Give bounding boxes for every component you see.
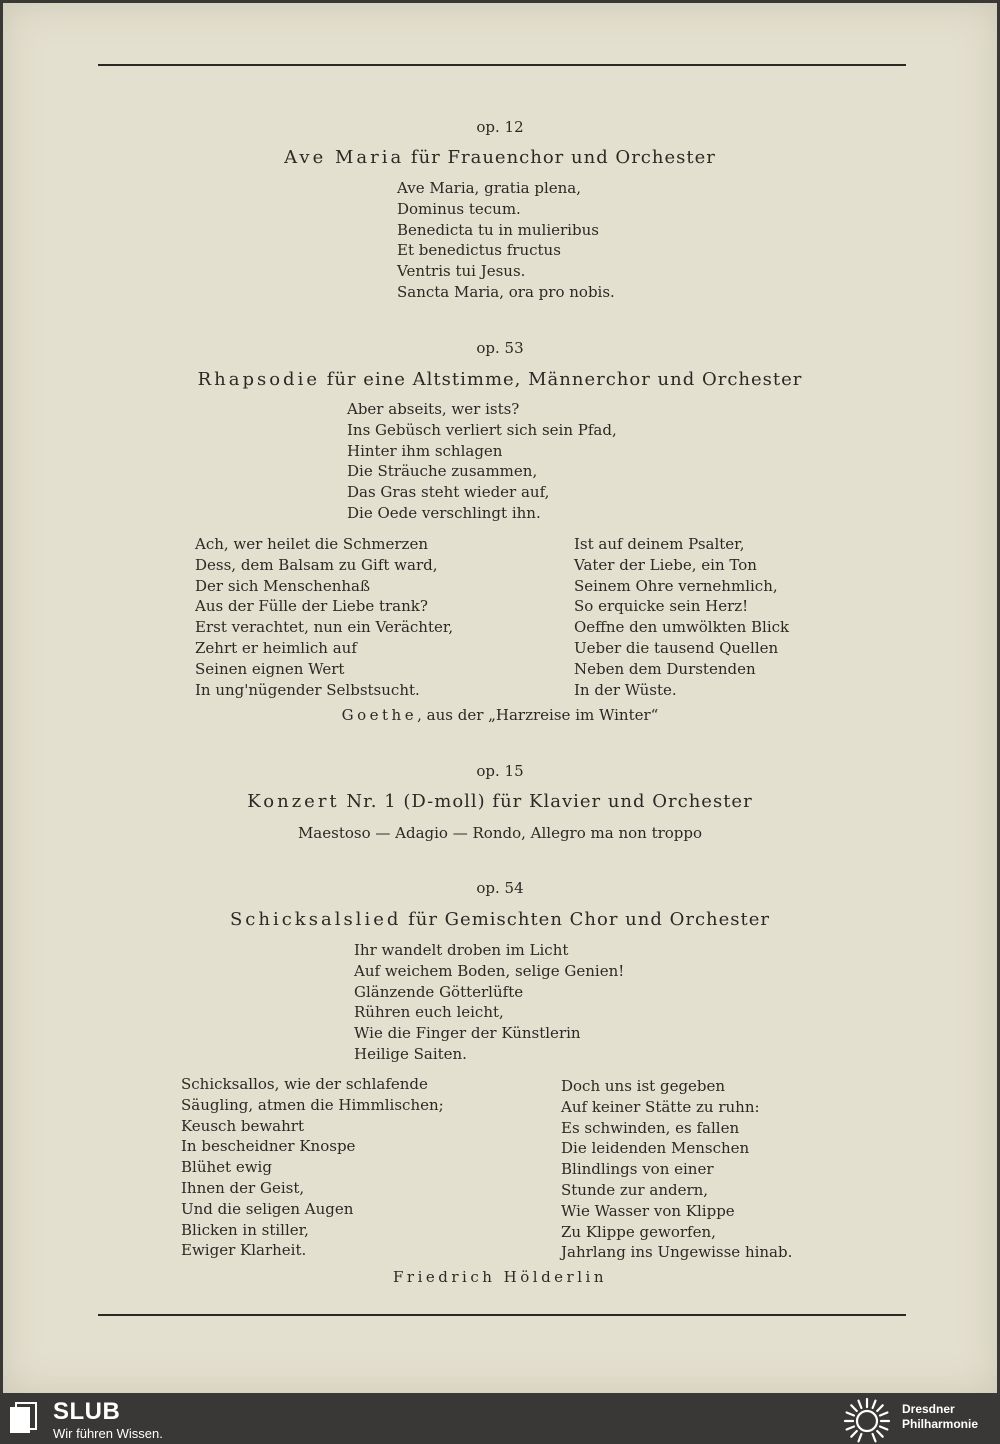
verse-column-left — [195, 534, 453, 700]
verse-line: Ventris tui Jesus. — [397, 262, 526, 281]
verse-line: In der Wüste. — [574, 680, 677, 699]
verse-block — [347, 399, 617, 524]
verse-line: Vater der Liebe, ein Ton — [574, 555, 757, 574]
verse-line: Blühet ewig — [181, 1158, 272, 1177]
verse-column-right — [574, 534, 789, 700]
philharmonie-name: Dresdner Philharmonie — [902, 1402, 979, 1431]
verse-line: Die Sträuche zusammen, — [347, 462, 538, 481]
verse-line: Heilige Saiten. — [354, 1044, 467, 1063]
verse-line: Wie die Finger der Künstlerin — [354, 1024, 581, 1043]
work-title: Schicksalslied für Gemischten Chor und Orchester — [229, 909, 771, 930]
verse-line: Die leidenden Menschen — [561, 1139, 750, 1158]
verse-line: Ihr wandelt droben im Licht — [354, 941, 569, 959]
verse-line: Das Gras steht wieder auf, — [347, 483, 550, 502]
verse-line: Keusch bewahrt — [181, 1116, 304, 1135]
opus-number: op. 12 — [476, 118, 524, 136]
footer-bar — [0, 1393, 1000, 1444]
top-rule — [98, 64, 906, 66]
verse-block — [354, 940, 624, 1065]
verse-line: In ung'nügender Selbstsucht. — [195, 680, 420, 699]
verse-line: Ist auf deinem Psalter, — [574, 535, 745, 553]
verse-line: Jahrlang ins Ungewisse hinab. — [561, 1243, 793, 1262]
verse-line: Hinter ihm schlagen — [347, 441, 503, 460]
verse-line: Die Oede verschlingt ihn. — [347, 503, 541, 522]
verse-line: Ewiger Klarheit. — [181, 1241, 307, 1260]
verse-line: Aber abseits, wer ists? — [347, 400, 520, 418]
verse-line: Ave Maria, gratia plena, — [397, 179, 581, 197]
verse-line: Zu Klippe geworfen, — [561, 1222, 716, 1241]
verse-line: Doch uns ist gegeben — [561, 1077, 726, 1095]
verse-line: So erquicke sein Herz! — [574, 597, 749, 616]
verse-column-left — [181, 1074, 444, 1261]
verse-line: Auf weichem Boden, selige Genien! — [354, 961, 625, 980]
verse-line: Ueber die tausend Quellen — [574, 638, 779, 657]
verse-line: Sancta Maria, ora pro nobis. — [397, 282, 615, 301]
verse-line: Blindlings von einer — [561, 1160, 714, 1179]
verse-line: Benedicta tu in mulieribus — [397, 220, 599, 239]
work-title: Konzert Nr. 1 (D-moll) für Klavier und Orchester — [247, 791, 753, 812]
slub-logo-icon — [8, 1401, 44, 1435]
verse-line: Oeffne den umwölkten Blick — [574, 618, 790, 637]
opus-number: op. 53 — [476, 339, 524, 357]
verse-line: Ihnen der Geist, — [181, 1178, 305, 1197]
work-title: Ave Maria für Frauenchor und Orchester — [284, 147, 716, 168]
verse-line: Zehrt er heimlich auf — [195, 638, 357, 657]
slub-name: SLUB — [53, 1398, 121, 1425]
verse-line: Der sich Menschenhaß — [195, 576, 370, 595]
verse-line: Es schwinden, es fallen — [561, 1118, 740, 1137]
philharmonie-logo-icon — [840, 1395, 894, 1443]
verse-column-right — [561, 1076, 792, 1263]
opus-number: op. 15 — [476, 762, 524, 780]
author-attribution: Friedrich Hölderlin — [393, 1268, 607, 1286]
verse-line: Erst verachtet, nun ein Verächter, — [195, 618, 454, 637]
work-title: Rhapsodie für eine Altstimme, Männerchor und Orchester — [197, 369, 803, 390]
verse-line: Et benedictus fructus — [397, 241, 561, 260]
verse-line: Seinem Ohre vernehmlich, — [574, 576, 778, 595]
verse-line: Dominus tecum. — [397, 199, 521, 218]
document-page — [3, 3, 997, 1393]
verse-line: Auf keiner Stätte zu ruhn: — [561, 1097, 760, 1116]
verse-line: Wie Wasser von Klippe — [561, 1201, 735, 1220]
verse-line: Stunde zur andern, — [561, 1180, 709, 1199]
verse-line: Dess, dem Balsam zu Gift ward, — [195, 555, 438, 574]
author-attribution: Goethe, aus der „Harzreise im Winter“ — [341, 706, 659, 724]
slub-tagline: Wir führen Wissen. — [53, 1426, 163, 1441]
verse-line: Schicksallos, wie der schlafende — [181, 1075, 428, 1093]
verse-line: Ach, wer heilet die Schmerzen — [195, 535, 428, 553]
movement-tempos: Maestoso — Adagio — Rondo, Allegro ma non troppo — [297, 824, 703, 842]
bottom-rule — [98, 1314, 906, 1316]
verse-line: Ins Gebüsch verliert sich sein Pfad, — [347, 420, 617, 439]
verse-line: Säugling, atmen die Himmlischen; — [181, 1095, 444, 1114]
verse-line: Blicken in stiller, — [181, 1220, 309, 1239]
verse-line: Glänzende Götterlüfte — [354, 982, 524, 1001]
verse-line: Rühren euch leicht, — [354, 1003, 504, 1022]
verse-line: Aus der Fülle der Liebe trank? — [195, 597, 428, 616]
verse-line: Neben dem Durstenden — [574, 659, 756, 678]
verse-block — [397, 178, 615, 303]
verse-line: In bescheidner Knospe — [181, 1137, 356, 1156]
verse-line: Seinen eignen Wert — [195, 659, 345, 678]
verse-line: Und die seligen Augen — [181, 1199, 354, 1218]
opus-number: op. 54 — [476, 879, 524, 897]
